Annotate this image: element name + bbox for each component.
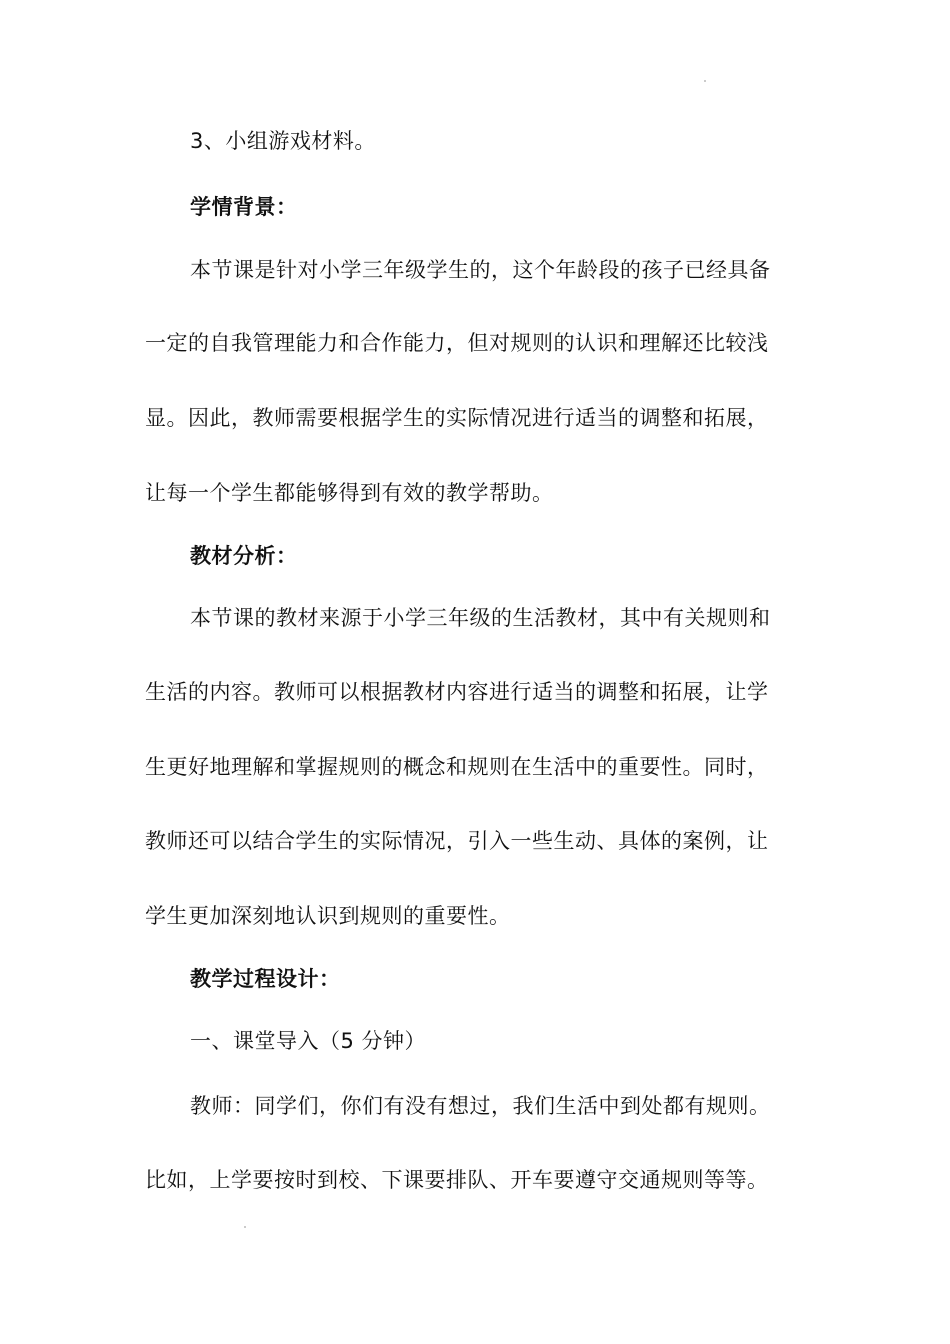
student-background-line: 本节课是针对小学三年级学生的，这个年龄段的孩子已经具备 [190,258,771,282]
scan-speck [244,1226,246,1228]
student-background-line: 显。因此，教师需要根据学生的实际情况进行适当的调整和拓展， [145,406,769,430]
process-design-line: 教师：同学们，你们有没有想过，我们生活中到处都有规则。 [190,1094,771,1118]
student-background-line: 让每一个学生都能够得到有效的教学帮助。 [145,481,554,505]
scan-speck [704,80,706,82]
textbook-analysis-line: 生活的内容。教师可以根据教材内容进行适当的调整和拓展，让学 [145,680,769,704]
textbook-analysis-line: 生更好地理解和掌握规则的概念和规则在生活中的重要性。同时， [145,755,769,779]
student-background-line: 一定的自我管理能力和合作能力，但对规则的认识和理解还比较浅 [145,331,769,355]
textbook-analysis-heading: 教材分析： [190,544,298,568]
process-design-line: 比如，上学要按时到校、下课要排队、开车要遵守交通规则等等。 [145,1168,769,1192]
process-design-heading: 教学过程设计： [190,967,341,991]
student-background-heading: 学情背景： [190,195,298,219]
textbook-analysis-line: 学生更加深刻地认识到规则的重要性。 [145,904,511,928]
textbook-analysis-line: 本节课的教材来源于小学三年级的生活教材，其中有关规则和 [190,606,771,630]
textbook-analysis-line: 教师还可以结合学生的实际情况，引入一些生动、具体的案例，让 [145,829,769,853]
materials-item-3: 3、小组游戏材料。 [190,129,376,153]
step1-title: 一、课堂导入（5 分钟） [190,1029,427,1053]
